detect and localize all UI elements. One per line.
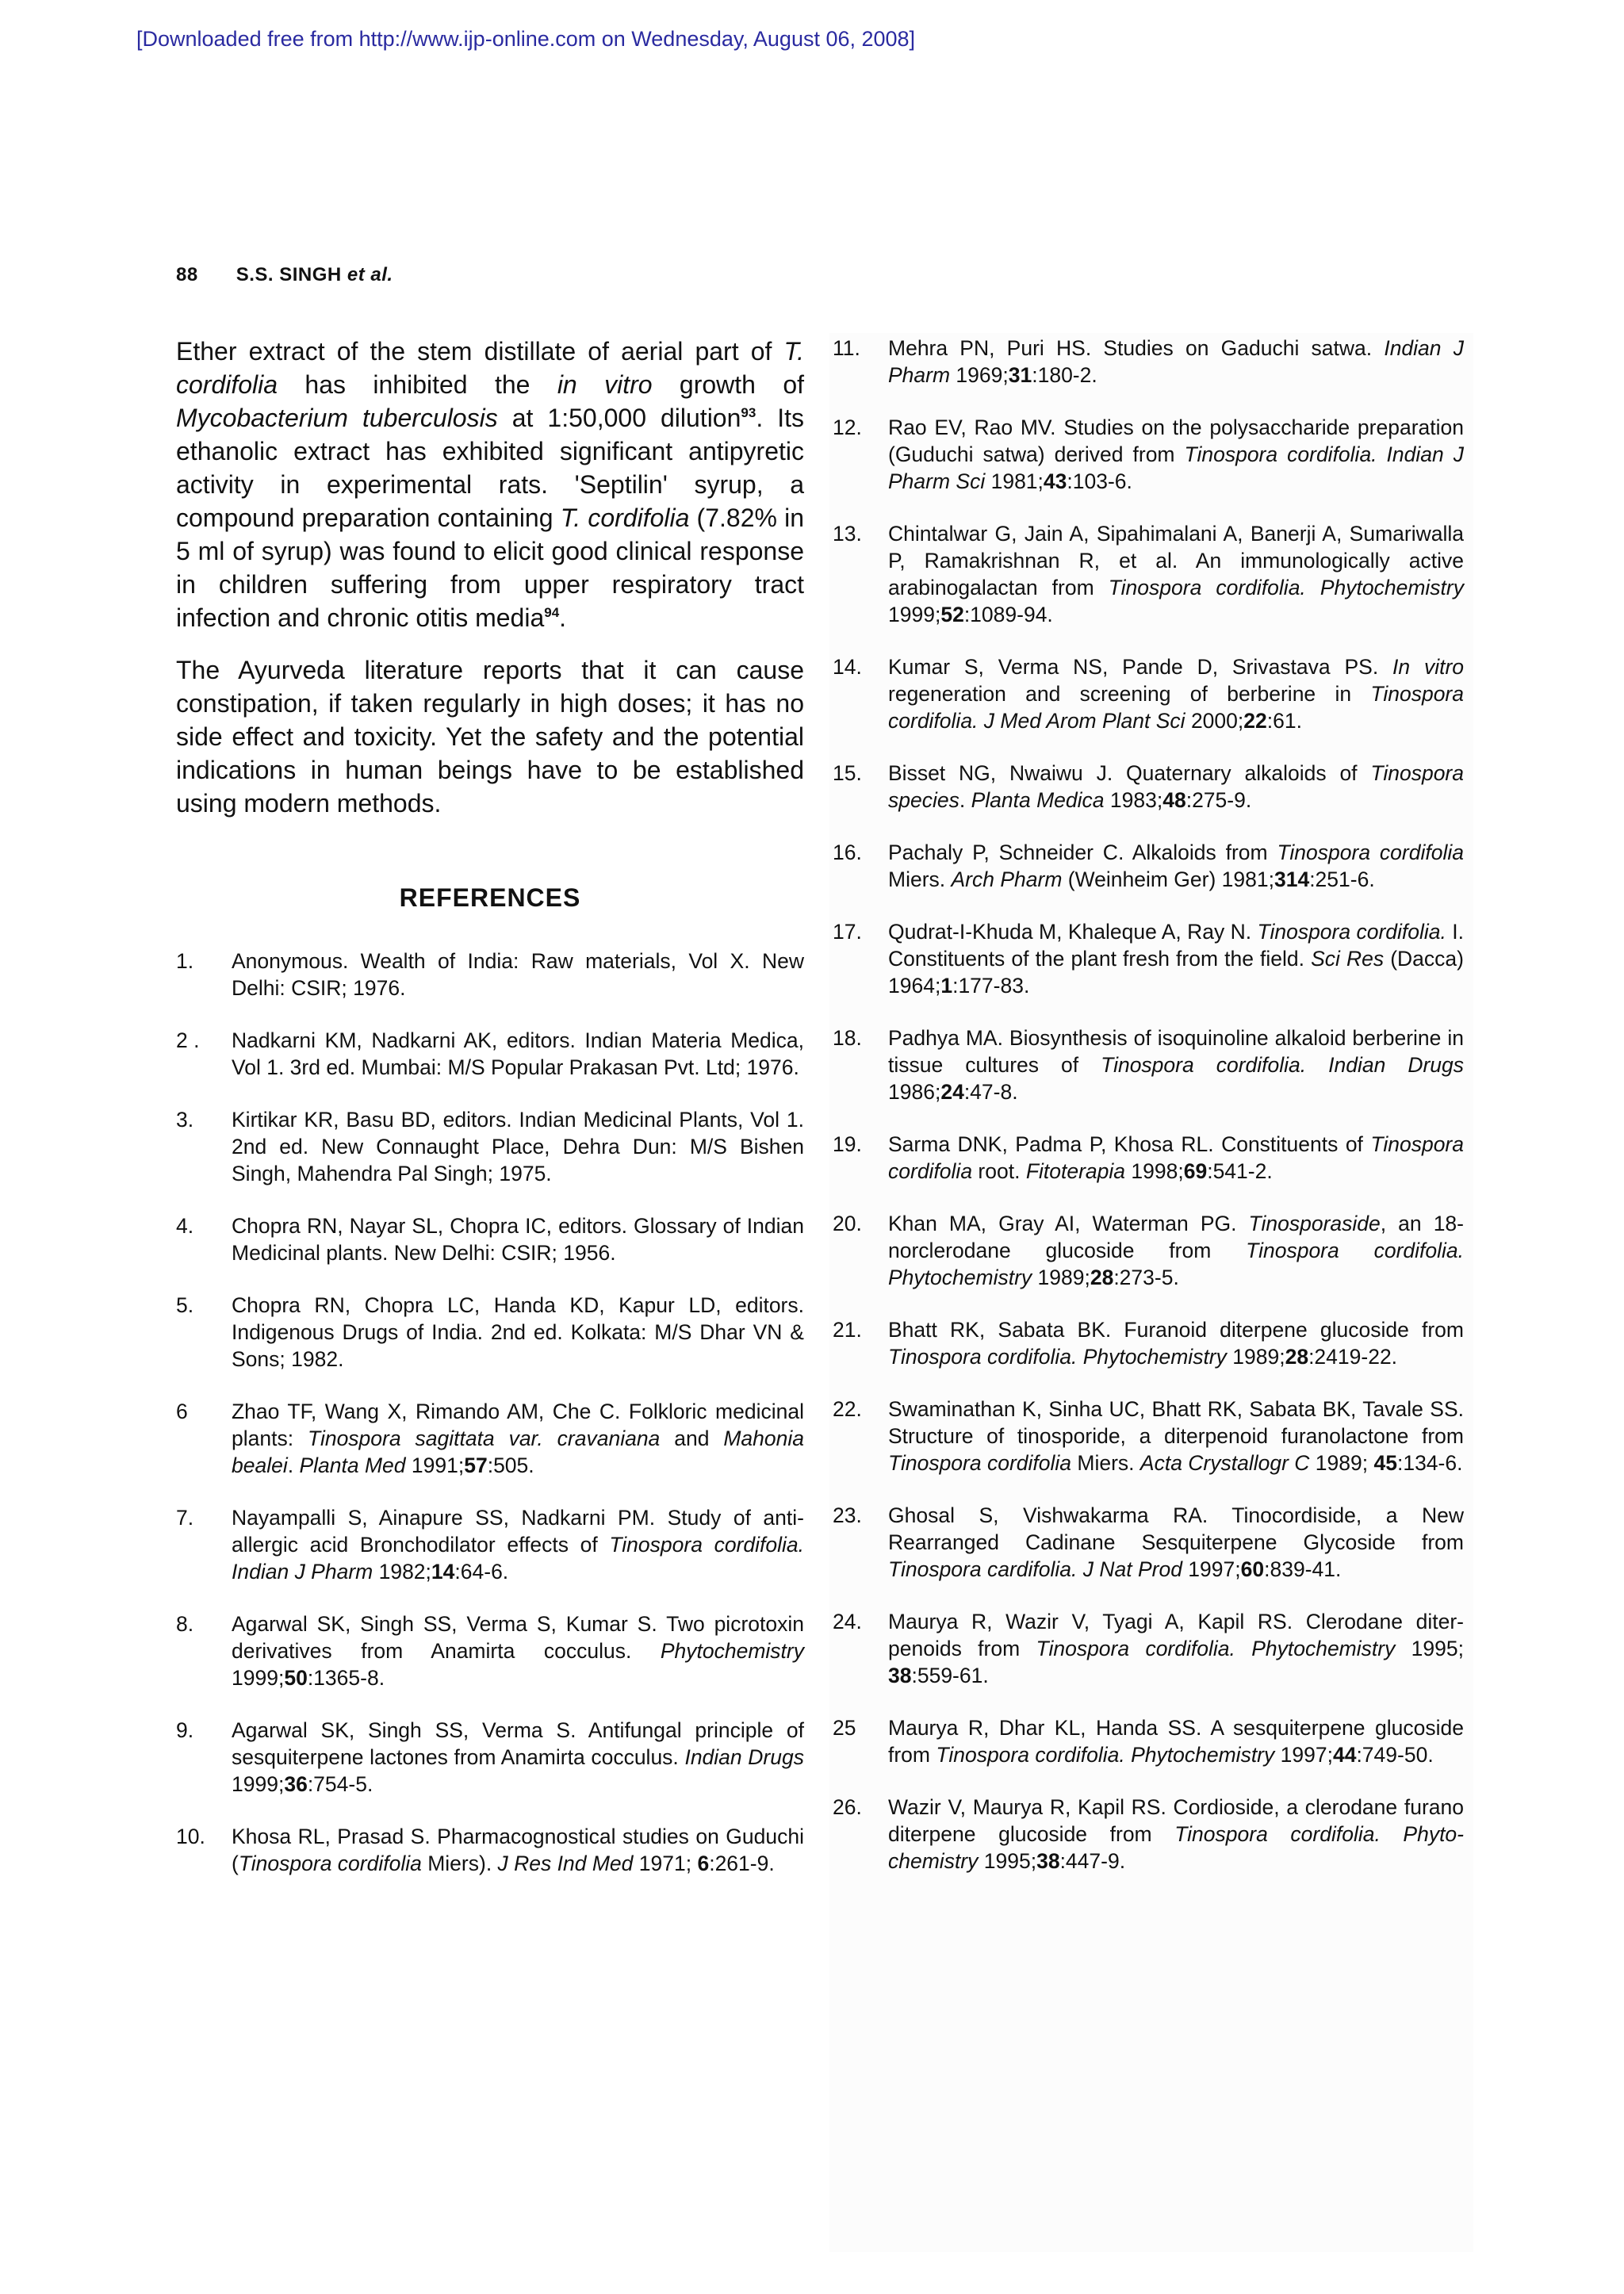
reference-run: 1983; [1104,788,1163,812]
reference-item [176,1717,804,1798]
reference-text [888,335,1464,389]
reference-item [833,520,1464,628]
reference-text [232,948,804,1001]
text-run: Ether extract of the stem distillate of aerial part of [176,337,784,366]
reference-run: Nadkarni KM, Nadkarni AK, editors. Indian Materia Medica, Vol 1. 3rd ed. Mumbai: M/S Popular Prakasan Pvt. Ltd; 1976. [232,1028,804,1079]
reference-italic-run: Arch Pharm [951,867,1063,891]
reference-text [232,1717,804,1798]
reference-run: :1089-94. [963,603,1053,626]
reference-italic-run: Indian J Pharm [888,336,1464,387]
reference-number: 15. [833,761,862,785]
reference-volume: 60 [1240,1557,1265,1581]
reference-italic-run: Tinospora cordifolia [888,1451,1072,1475]
reference-italic-run: Tinosporaside [1248,1212,1381,1235]
reference-number: 25 [833,1716,856,1740]
left-column [176,335,804,1902]
reference-run: :754-5. [307,1772,373,1796]
reference-run: :134-6. [1396,1451,1463,1475]
reference-text [232,1610,804,1691]
reference-item [833,760,1464,814]
reference-text [232,1398,804,1479]
reference-volume: 50 [284,1666,308,1690]
text-run-italic: Mycobacterium tuberculosis [176,404,498,432]
reference-italic-run: Tinospora cordifolia. Phytochemistry [888,1239,1464,1289]
reference-run: :180-2. [1032,363,1097,387]
reference-volume: 31 [1008,363,1032,387]
reference-run: Chopra RN, Chopra LC, Handa KD, Kapur LD, editors. Indigenous Drugs of India. 2nd ed. Kolkata: M/S Dhar VN & Sons; 1982. [232,1293,804,1371]
reference-run: Wazir V, Maurya R, Kapil RS. Cordioside, a clerodane furano diterpene glucoside from [888,1795,1464,1846]
reference-run: 1997; [1182,1557,1241,1581]
reference-run: Bhatt RK, Sabata BK. Furanoid diterpene glucoside from [888,1318,1464,1342]
reference-italic-run: Tinospora cordifolia. Phytochemistry [888,1345,1227,1369]
reference-italic-run: Tinospora cordifolia. Phytochemistry [1036,1637,1396,1660]
download-banner[interactable]: [Downloaded free from http://www.ijp-online.com on Wednesday, August 06, 2008] [136,27,916,51]
reference-volume: 24 [940,1080,964,1104]
reference-run: Agarwal SK, Singh SS, Verma S. Antifungal principle of sesquiterpene lactones from Anamirta cocculus. [232,1718,804,1769]
reference-run: :505. [487,1453,534,1477]
reference-run: . [287,1453,300,1477]
reference-text [232,1504,804,1585]
reference-run: :273-5. [1113,1266,1179,1289]
reference-run: Anonymous. Wealth of India: Raw materials, Vol X. New Delhi: CSIR; 1976. [232,949,804,1000]
reference-item [833,1502,1464,1583]
reference-run: Pachaly P, Schneider C. Alkaloids from [888,841,1277,864]
reference-run: :275-9. [1185,788,1252,812]
reference-item [833,1714,1464,1768]
reference-italic-run: Tinospora cordifolia. Indian Drugs [1101,1053,1465,1077]
reference-run: 1989; [1309,1451,1374,1475]
reference-text [888,520,1464,628]
reference-volume: 6 [697,1852,710,1875]
running-head-etal: et al. [347,264,393,285]
text-run: . Its ethanolic extract has exhibited significant antipyretic activity in experimental rats. 'Septilin' syrup, a compound preparation containing [176,404,805,532]
reference-run: 1998; [1125,1159,1184,1183]
text-run: (7.82% in 5 ml of syrup) was found to elicit good clinical response in children suffering from upper respiratory tract infection and chronic otitis media [176,504,805,632]
reference-run: 1969; [950,363,1009,387]
reference-run: 1999; [232,1772,285,1796]
reference-run: Padhya MA. Biosynthesis of isoquinoline alkaloid berberine in tissue cultures of [888,1026,1464,1077]
text-run-italic: T. cordifolia [176,337,804,399]
reference-italic-run: Phytochemistry [660,1639,804,1663]
reference-run: 1986; [888,1080,941,1104]
reference-run: Miers. [888,867,952,891]
reference-text [888,1794,1464,1875]
reference-italic-run: In vitro [1392,655,1465,679]
reference-number: 13. [833,522,862,546]
reference-number: 20. [833,1212,862,1235]
reference-run: , an 18-norclerodane glucoside from [888,1212,1464,1262]
reference-run: :749-50. [1356,1743,1434,1767]
reference-volume: 38 [1036,1849,1060,1873]
text-run-italic: T. cordifolia [560,504,690,532]
reference-item [833,839,1464,893]
reference-run: :261-9. [709,1852,775,1875]
reference-run: Maurya R, Wazir V, Tyagi A, Kapil RS. Clerodane diter-penoids from [888,1610,1464,1660]
reference-volume: 28 [1285,1345,1309,1369]
reference-text [232,1027,804,1081]
reference-item [833,918,1464,999]
reference-text [888,839,1464,893]
reference-run: and [660,1427,724,1450]
reference-volume: 52 [940,603,964,626]
reference-run: Maurya R, Dhar KL, Handa SS. A sesquiterpene glucoside from [888,1716,1464,1767]
reference-italic-run: Planta Med [299,1453,406,1477]
reference-run: Qudrat-I-Khuda M, Khaleque A, Ray N. [888,920,1258,944]
reference-run: :103-6. [1067,469,1132,493]
reference-number: 14. [833,655,862,679]
reference-text [888,1024,1464,1105]
reference-run: 1995; [1395,1637,1464,1660]
reference-run: regeneration and screening of berberine in [888,682,1371,706]
reference-run: Nayampalli S, Ainapure SS, Nadkarni PM. Study of anti-allergic acid Bronchodilator effects of [232,1506,804,1557]
reference-text [232,1292,804,1373]
reference-italic-run: Tinospora species [888,761,1464,812]
reference-item [833,1210,1464,1291]
reference-number: 2 . [176,1028,200,1052]
reference-text [888,653,1464,734]
reference-italic-run: Tinospora cordifolia. Indian J Pharm Sci [888,442,1464,493]
reference-italic-run: Indian Drugs [684,1745,804,1769]
reference-number: 17. [833,920,862,944]
reference-italic-run: Tinospora cordifolia. J Med Arom Plant Sci [888,682,1464,733]
reference-number: 1. [176,949,194,973]
reference-run: Khan MA, Gray AI, Waterman PG. [888,1212,1249,1235]
reference-run: :47-8. [963,1080,1018,1104]
text-run: growth of [652,370,805,399]
reference-volume: 44 [1332,1743,1357,1767]
reference-text [888,1131,1464,1185]
reference-text [888,760,1464,814]
reference-number: 23. [833,1503,862,1527]
reference-volume: 48 [1162,788,1186,812]
reference-run: Bisset NG, Nwaiwu J. Quaternary alkaloids of [888,761,1371,785]
reference-run: Kirtikar KR, Basu BD, editors. Indian Medicinal Plants, Vol 1. 2nd ed. New Connaught Place, Dehra Dun: M/S Bishen Singh, Mahendra Pal Singh; 1975. [232,1108,804,1185]
reference-text [888,1714,1464,1768]
reference-number: 10. [176,1825,205,1848]
reference-italic-run: Fitoterapia [1025,1159,1126,1183]
reference-item [176,1106,804,1187]
reference-item [176,1504,804,1585]
reference-item [833,1396,1464,1476]
reference-text [888,414,1464,495]
reference-run: Chintalwar G, Jain A, Sipahimalani A, Banerji A, Sumariwalla P, Ramakrishnan R, et al. An immunologically active arabinogalactan from [888,522,1464,599]
reference-run: Rao EV, Rao MV. Studies on the polysaccharide preparation (Guduchi satwa) derived from [888,416,1464,466]
text-run-italic: in vitro [557,370,653,399]
reference-run: 1971; [633,1852,698,1875]
reference-run: (Dacca) 1964; [888,947,1464,998]
reference-number: 3. [176,1108,194,1132]
reference-run: Miers). [421,1852,498,1875]
reference-text [888,1608,1464,1689]
reference-run: Mehra PN, Puri HS. Studies on Gaduchi satwa. [888,336,1385,360]
reference-item [176,1027,804,1081]
reference-italic-run: Tinospora cordifolia. Phytochemistry [1108,576,1464,599]
reference-run: 1989; [1032,1266,1090,1289]
reference-italic-run: Acta Crystallogr C [1139,1451,1310,1475]
reference-run: :64-6. [454,1560,509,1584]
reference-run: I. Constituents of the plant fresh from the field. [888,920,1464,971]
reference-item [833,1024,1464,1105]
citation-superscript: 93 [741,405,756,420]
reference-italic-run: Tinospora cordifolia. Phytochemistry [936,1743,1275,1767]
reference-run: Miers. [1071,1451,1140,1475]
reference-number: 18. [833,1026,862,1050]
reference-volume: 43 [1043,469,1067,493]
text-run: has inhibited the [278,370,557,399]
reference-list-right [833,335,1464,1875]
reference-run: Chopra RN, Nayar SL, Chopra IC, editors. Glossary of Indian Medicinal plants. New Delhi: CSIR; 1956. [232,1214,804,1265]
reference-item [833,414,1464,495]
reference-run: 2000; [1185,709,1244,733]
reference-number: 24. [833,1610,862,1633]
reference-run: 1982; [373,1560,431,1584]
reference-run: :251-6. [1309,867,1375,891]
reference-volume: 314 [1274,867,1310,891]
reference-run: Khosa RL, Prasad S. Pharmacognostical studies on Guduchi ( [232,1825,804,1875]
reference-run: root. [972,1159,1026,1183]
reference-run: 1999; [888,603,941,626]
reference-item [176,1398,804,1479]
reference-italic-run: J Res Ind Med [497,1852,634,1875]
page-number: 88 [176,264,198,285]
reference-run: . [959,788,971,812]
reference-run: :559-61. [911,1664,989,1687]
right-column [833,335,1464,1900]
reference-item [833,1608,1464,1689]
reference-run: Sarma DNK, Padma P, Khosa RL. Constituents of [888,1132,1371,1156]
reference-item [176,948,804,1001]
reference-text [888,1316,1464,1370]
reference-number: 6 [176,1400,188,1423]
reference-item [833,1131,1464,1185]
reference-text [888,1502,1464,1583]
reference-run: :177-83. [952,974,1030,998]
reference-item [176,1610,804,1691]
reference-text [232,1212,804,1266]
reference-item [176,1212,804,1266]
reference-italic-run: Tinospora cordifolia [1277,841,1464,864]
reference-item [176,1823,804,1877]
reference-number: 16. [833,841,862,864]
body-paragraph-2: The Ayurveda literature reports that it can cause constipation, if taken regularly in high doses; it has no side effect and toxicity. Yet the safety and the potential indications in human beings have to be established using modern methods. [176,656,804,818]
reference-run: 1995; [978,1849,1037,1873]
reference-run: :61. [1266,709,1302,733]
reference-volume: 22 [1243,709,1267,733]
reference-italic-run: Tinospora cordifolia. [1257,920,1446,944]
reference-volume: 36 [284,1772,308,1796]
reference-run: :1365-8. [307,1666,385,1690]
reference-volume: 1 [940,974,953,998]
reference-number: 9. [176,1718,194,1742]
reference-run: Kumar S, Verma NS, Pande D, Srivastava PS. [888,655,1393,679]
references-heading: REFERENCES [399,883,581,912]
reference-italic-run: Tinospora cordifolia. Indian J Pharm [232,1533,804,1584]
reference-run: :447-9. [1059,1849,1126,1873]
text-run: . [559,603,567,632]
text-run: at 1:50,000 dilution [497,404,741,432]
reference-run: :839-41. [1264,1557,1342,1581]
reference-run: :2419-22. [1308,1345,1398,1369]
reference-italic-run: Tinospora cardifolia. J Nat Prod [888,1557,1182,1581]
reference-list-left [176,948,804,1877]
reference-volume: 28 [1090,1266,1114,1289]
reference-italic-run: Tinospora cordifolia. Phyto-chemistry [888,1822,1464,1873]
reference-item [833,653,1464,734]
reference-run: 1981; [985,469,1044,493]
running-head [176,264,393,286]
citation-superscript: 94 [544,605,560,620]
reference-volume: 45 [1373,1451,1397,1475]
reference-item [176,1292,804,1373]
reference-italic-run: Tinospora cordifolia [888,1132,1464,1183]
reference-number: 21. [833,1318,862,1342]
body-paragraph-1 [176,335,804,634]
reference-text [888,918,1464,999]
reference-volume: 38 [888,1664,912,1687]
reference-number: 12. [833,416,862,439]
reference-italic-run: Tinospora cordifolia [238,1852,422,1875]
reference-italic-run: Sci Res [1311,947,1385,971]
reference-text [232,1106,804,1187]
reference-run: Agarwal SK, Singh SS, Verma S, Kumar S. Two picrotoxin derivatives from Anamirta cocculus. [232,1612,804,1663]
reference-number: 5. [176,1293,194,1317]
reference-run: Swaminathan K, Sinha UC, Bhatt RK, Sabata BK, Tavale SS. Structure of tinosporide, a diterpenoid furanolactone from [888,1397,1464,1448]
reference-run: Ghosal S, Vishwakarma RA. Tinocordiside, a New Rearranged Cadinane Sesquiterpene Glycoside from [888,1503,1464,1554]
reference-volume: 57 [464,1453,488,1477]
reference-number: 11. [833,336,860,360]
reference-number: 8. [176,1612,194,1636]
reference-volume: 14 [431,1560,455,1584]
reference-item [833,1316,1464,1370]
reference-text [888,1396,1464,1476]
reference-number: 4. [176,1214,194,1238]
reference-number: 22. [833,1397,862,1421]
reference-volume: 69 [1183,1159,1208,1183]
reference-run: 1999; [232,1666,285,1690]
reference-run: :541-2. [1207,1159,1273,1183]
reference-number: 26. [833,1795,862,1819]
reference-run: 1991; [405,1453,465,1477]
reference-number: 7. [176,1506,194,1530]
reference-text [888,1210,1464,1291]
reference-item [833,1794,1464,1875]
reference-italic-run: Planta Medica [971,788,1105,812]
reference-run: 1989; [1226,1345,1285,1369]
running-head-authors: S.S. SINGH [236,264,342,285]
reference-italic-run: Tinospora sagittata var. cravaniana [307,1427,661,1450]
reference-run: Zhao TF, Wang X, Rimando AM, Che C. Folkloric medicinal plants: [232,1400,804,1450]
reference-number: 19. [833,1132,862,1156]
reference-italic-run: Mahonia bealei [232,1427,804,1477]
reference-run: (Weinheim Ger) 1981; [1062,867,1274,891]
reference-run: 1997; [1274,1743,1333,1767]
reference-text [232,1823,804,1877]
reference-item [833,335,1464,389]
